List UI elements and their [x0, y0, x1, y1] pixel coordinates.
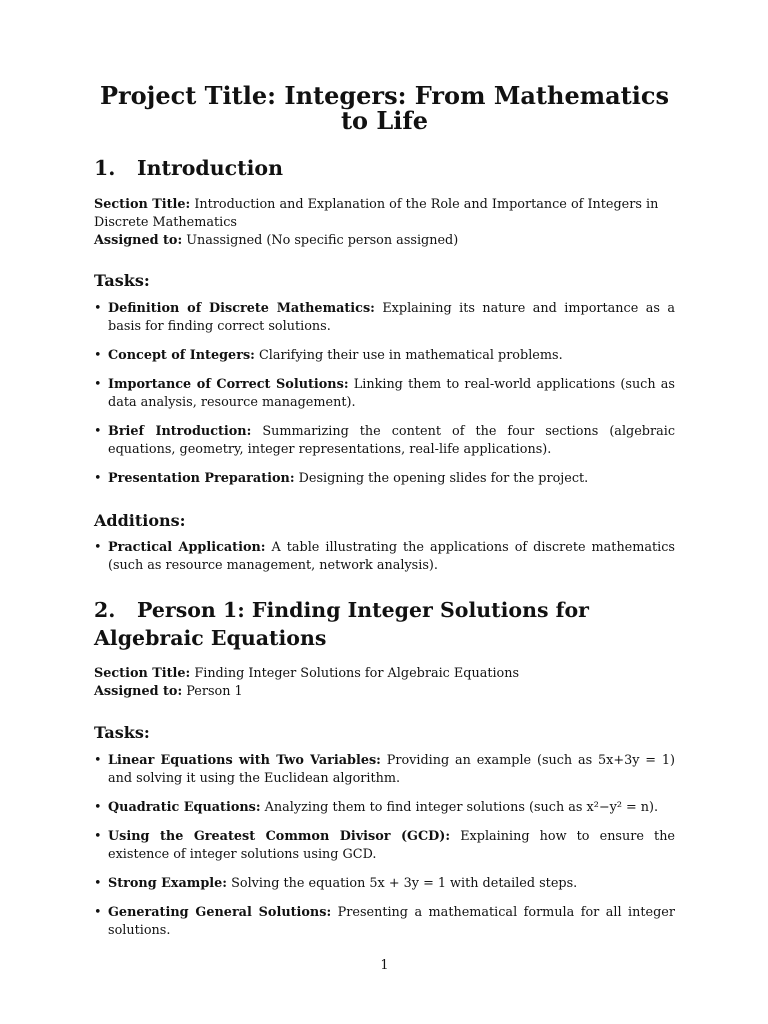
- section-number: 2.: [94, 598, 116, 622]
- item-text: A table illustrating the applications of discrete mathematics (such as resource management, network analysis).: [108, 540, 675, 573]
- item-label: Quadratic Equations:: [108, 800, 261, 815]
- list-item: [94, 470, 675, 488]
- item-label: Generating General Solutions:: [108, 905, 332, 920]
- item-text: Explaining its nature and importance as a basis for finding correct solutions.: [108, 301, 675, 334]
- list-item: [94, 799, 675, 817]
- section-heading-text: Introduction: [137, 156, 283, 180]
- list-item: [94, 904, 675, 940]
- assigned-value: Unassigned (No specific person assigned): [186, 233, 459, 248]
- section-title-label: Section Title:: [94, 666, 191, 681]
- document-title: Project Title: Integers: From Mathematics to Life: [99, 81, 670, 135]
- section-1-title-line: [94, 196, 675, 232]
- item-label: Strong Example:: [108, 876, 228, 891]
- item-label: Using the Greatest Common Divisor (GCD):: [108, 829, 451, 844]
- section-1-additions-heading: Additions:: [94, 511, 186, 530]
- section-title-label: Section Title:: [94, 197, 191, 212]
- item-text: Linking them to real-world applications (such as data analysis, resource management).: [108, 377, 675, 410]
- item-text: Solving the equation 5x + 3y = 1 with detailed steps.: [231, 876, 578, 891]
- section-2-tasks-heading: Tasks:: [94, 723, 150, 742]
- bullet-icon: •: [94, 876, 102, 891]
- item-text: Analyzing them to find integer solutions (such as x²−y² = n).: [264, 800, 659, 815]
- item-text: Explaining how to ensure the existence of integer solutions using GCD.: [108, 829, 676, 862]
- item-label: Linear Equations with Two Variables:: [108, 753, 381, 768]
- bullet-icon: •: [94, 540, 102, 555]
- bullet-icon: •: [94, 301, 102, 316]
- section-1-tasks-heading: Tasks:: [94, 271, 150, 290]
- list-item: [94, 376, 675, 412]
- list-item: [94, 539, 675, 575]
- item-label: Brief Introduction:: [108, 424, 252, 439]
- section-1-heading: [94, 154, 283, 182]
- item-text: Clarifying their use in mathematical problems.: [258, 348, 563, 363]
- bullet-icon: •: [94, 424, 102, 439]
- item-text: Presenting a mathematical formula for all integer solutions.: [108, 905, 675, 938]
- section-2-heading: [94, 596, 675, 652]
- list-item: [94, 423, 675, 459]
- bullet-icon: •: [94, 377, 102, 392]
- section-number: 1.: [94, 156, 116, 180]
- section-2-title-line: [94, 665, 675, 683]
- item-label: Presentation Preparation:: [108, 471, 295, 486]
- bullet-icon: •: [94, 829, 102, 844]
- bullet-icon: •: [94, 348, 102, 363]
- list-item: [94, 300, 675, 336]
- section-heading-text: Person 1: Finding Integer Solutions for Algebraic Equations: [94, 598, 589, 650]
- section-1-assigned-line: [94, 232, 675, 250]
- assigned-value: Person 1: [186, 684, 243, 699]
- section-title-value: Finding Integer Solutions for Algebraic Equations: [194, 666, 520, 681]
- item-label: Definition of Discrete Mathematics:: [108, 301, 375, 316]
- list-item: [94, 875, 675, 893]
- list-item: [94, 752, 675, 788]
- bullet-icon: •: [94, 471, 102, 486]
- bullet-icon: •: [94, 905, 102, 920]
- item-text: Providing an example (such as 5x+3y = 1) and solving it using the Euclidean algorithm.: [108, 753, 675, 786]
- item-text: Summarizing the content of the four sections (algebraic equations, geometry, integer representations, real-life applications).: [108, 424, 675, 457]
- item-text: Designing the opening slides for the project.: [298, 471, 589, 486]
- assigned-label: Assigned to:: [94, 684, 183, 699]
- list-item: [94, 347, 675, 365]
- item-label: Concept of Integers:: [108, 348, 255, 363]
- item-label: Practical Application:: [108, 540, 266, 555]
- assigned-label: Assigned to:: [94, 233, 183, 248]
- bullet-icon: •: [94, 800, 102, 815]
- item-label: Importance of Correct Solutions:: [108, 377, 349, 392]
- bullet-icon: •: [94, 753, 102, 768]
- list-item: [94, 828, 676, 864]
- section-2-assigned-line: [94, 683, 675, 701]
- page-number: 1: [380, 958, 389, 973]
- section-title-value: Introduction and Explanation of the Role and Importance of Integers in Discrete Mathematics: [94, 197, 659, 230]
